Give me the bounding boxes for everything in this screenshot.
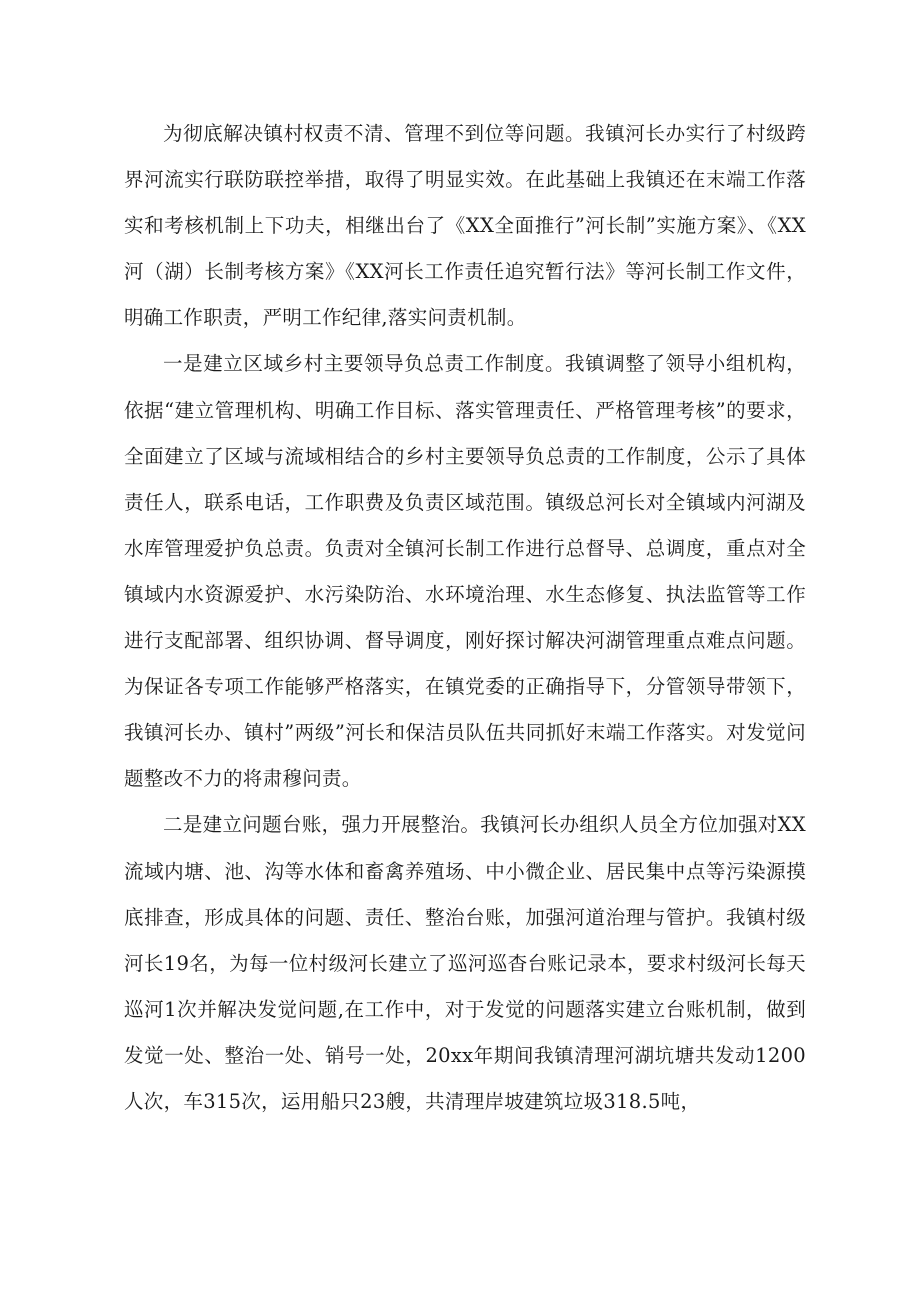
paragraph-problem-ledger: 二是建立问题台账，强力开展整治。我镇河长办组织人员全方位加强对XX流域内塘、池、沟等水体和畜禽养殖场、中小微企业、居民集中点等污染源摸底排查，形成具体的问题、责任、整治台账，加强河道治理与管护。我镇村级河长19名，为每一位村级河长建立了巡河巡杳台账记录本，要求村级河长每天巡河1次并解决发觉问题,在工作中，对于发觉的问题落实建立台账机制，做到发觉一处、整治一处、销号一处，20xx年期间我镇清理河湖坑塘共发动1200人次，车315次，运用船只23艘，共清理岸坡建筑垃圾318.5吨， bbox=[124, 813, 806, 1113]
paragraph-leadership-system: 一是建立区域乡村主要领导负总责工作制度。我镇调整了领导小组机构，依据“建立管理机构、明确工作目标、落实管理责任、严格管理考核”的要求，全面建立了区域与流域相结合的乡村主要领导负总责的工作制度，公示了具体责任人，联系电话，工作职费及负责区域范围。镇级总河长对全镇域内河湖及水库管理爱护负总责。负责对全镇河长制工作进行总督导、总调度，重点对全镇域内水资源爱护、水污染防治、水环境治理、水生态修复、执法监管等工作进行支配部署、组织协调、督导调度，刚好探讨解决河湖管理重点难点问题。为保证各专项工作能够严格落实，在镇党委的正确指导下，分管领导带领下，我镇河长办、镇村”两级”河长和保洁员队伍共同抓好末端工作落实。对发觉问题整改不力的将肃穆问责。 bbox=[124, 352, 806, 791]
document-body bbox=[124, 111, 806, 1125]
paragraph-intro: 为彻底解决镇村权责不清、管理不到位等问题。我镇河长办实行了村级跨界河流实行联防联控举措，取得了明显实效。在此基础上我镇还在末端工作落实和考核机制上下功夫，相继出台了《XX全面推行”河长制”实施方案》、《XX河（湖）长制考核方案》《XX河长工作责任追究暂行法》等河长制工作文件，明确工作职责，严明工作纪律,落实问责机制。 bbox=[124, 122, 806, 330]
